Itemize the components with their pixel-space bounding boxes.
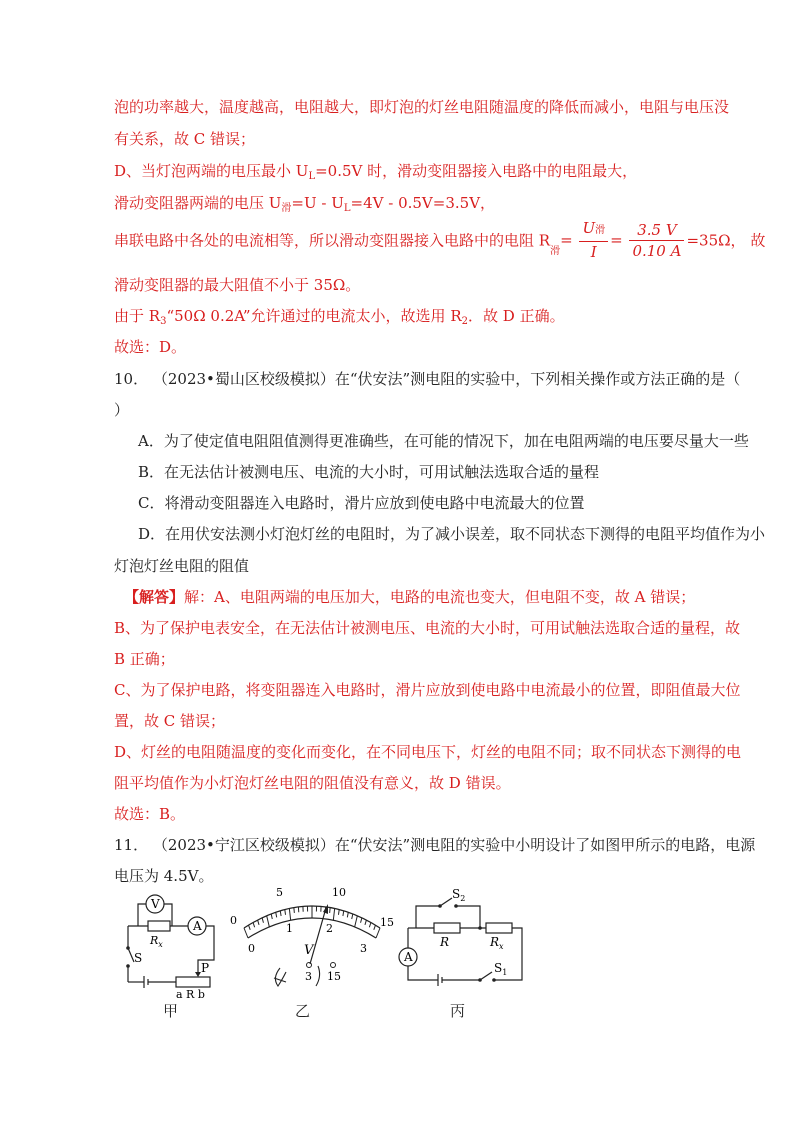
dial-tick [369, 923, 371, 928]
s1-main: S [494, 961, 503, 975]
s2-main: S [452, 888, 461, 901]
dial-tick [333, 908, 334, 920]
lower-tick-1: 1 [286, 922, 293, 935]
rheostat-ends-label: a R b [176, 988, 205, 998]
switch-label: S [134, 951, 143, 965]
fraction-u-over-i [579, 218, 608, 262]
answer10-line2: B、为了保护电表安全，在无法估计被测电压、电流的大小时，可用试触法选取合适的量程，故 [114, 619, 741, 637]
dial-tick [374, 925, 376, 930]
figure-bing-circuit [394, 888, 534, 998]
dial-tick [253, 923, 255, 928]
rx-sub: x [158, 940, 163, 949]
dial-tick [258, 920, 259, 925]
answer9-line5 [114, 218, 765, 262]
resistor-rx-icon [148, 921, 170, 931]
dial-tick [347, 912, 348, 917]
dial-tick [280, 911, 281, 916]
answer10-line1 [124, 586, 695, 607]
answer10-line6: D、灯丝的电阻随温度的变化而变化，在不同电压下，灯丝的电阻不同；取不同状态下测得的电 [114, 743, 742, 761]
text: D、当灯泡两端的电压最小 U [114, 162, 309, 180]
answer9-line3 [114, 160, 637, 182]
upper-tick-5: 5 [276, 886, 283, 899]
voltmeter-label: V [151, 897, 160, 911]
text: =4V - 0.5V=3.5V， [350, 194, 496, 212]
answer10-line7: 阻平均值作为小灯泡灯丝电阻的阻值没有意义，故 D 错误。 [114, 774, 511, 792]
text: =0.5V 时，滑动变阻器接入电路中的电阻最大， [315, 162, 638, 180]
rx-sub: x [499, 942, 504, 951]
question10-stem-end: ） [114, 401, 130, 419]
question11-stem: 11． （2023•宁江区校级模拟）在“伏安法”测电阻的实验中小明设计了如图甲所示的电路，电源 [114, 836, 756, 854]
binding-post-icon [274, 968, 286, 986]
s2-sub: 2 [460, 894, 466, 903]
answer10-line4: C、为了保护电路，将变阻器连入电路时，滑片应放到使电路中电流最小的位置，即阻值最大位 [114, 681, 741, 699]
dial-tick [361, 918, 362, 923]
question10-option-b: B．在无法估计被测电压、电流的大小时，可用试触法选取合适的量程 [138, 463, 600, 481]
subscript: 3 [160, 316, 167, 327]
resistor-rx-icon [486, 923, 512, 933]
answer10-line8: 故选：B。 [114, 805, 186, 823]
rx-label [489, 935, 504, 951]
upper-tick-0: 0 [230, 914, 237, 927]
rx-main: R [150, 934, 159, 947]
rheostat-icon [176, 977, 210, 987]
dial-tick [355, 916, 358, 927]
numerator-sub: 滑 [595, 225, 606, 236]
ammeter-label: A [404, 950, 413, 964]
answer9-line7 [114, 305, 565, 327]
text: =35Ω， 故 [686, 231, 766, 250]
subscript: 滑 [281, 203, 292, 214]
lower-tick-2: 2 [326, 922, 333, 935]
question10-option-a: A．为了使定值电阻阻值测得更准确些，在可能的情况下，加在电阻两端的电压要尽量大一些 [138, 432, 749, 450]
subscript: L [308, 171, 316, 182]
rx-label [149, 934, 163, 949]
lower-tick-0: 0 [248, 942, 255, 955]
answer9-line4 [114, 192, 495, 214]
upper-tick-10: 10 [332, 886, 346, 899]
question11-stem-cont: 电压为 4.5V。 [114, 867, 214, 885]
ammeter-label: A [193, 919, 202, 933]
dial-tick [365, 920, 366, 925]
text: “50Ω 0.2A”允许通过的电流太小，故选用 R [166, 307, 462, 325]
dial-tick [376, 928, 380, 938]
lower-tick-3: 3 [360, 942, 367, 955]
terminal-3: 3 [305, 970, 312, 983]
subscript: L [343, 203, 351, 214]
answer9-line6: 滑动变阻器的最大阻值不小于 35Ω。 [114, 276, 361, 294]
dial-tick [267, 916, 270, 927]
dial-tick [276, 912, 277, 917]
text: =U - U [291, 194, 344, 212]
dial-tick [338, 910, 339, 915]
text: 解：A、电阻两端的电压加大，电路的电流也变大，但电阻不变，故 A 错误； [184, 588, 696, 606]
figure-yi-voltmeter-dial [222, 880, 402, 992]
figure-jia-circuit [118, 888, 228, 998]
question10-option-d: D．在用伏安法测小灯泡灯丝的电阻时，为了减小误差，取不同状态下测得的电阻平均值作为小 [138, 525, 766, 543]
dial-tick [271, 914, 272, 919]
dial-tick [262, 918, 263, 923]
switch-s1-label [494, 961, 507, 977]
text: 由于 R [114, 307, 161, 325]
denominator: 0.10 A [632, 241, 682, 260]
text: 串联电路中各处的电流相等，所以滑动变阻器接入电路中的电阻 R [114, 231, 551, 250]
question10-option-d-cont: 灯泡灯丝电阻的阻值 [114, 557, 250, 575]
dial-tick [244, 928, 248, 938]
fraction-values [629, 220, 684, 261]
s1-sub: 1 [502, 968, 508, 977]
figure-bing-caption: 丙 [450, 1002, 466, 1020]
resistor-r-icon [434, 923, 460, 933]
answer10-line5: 置，故 C 错误； [114, 712, 226, 730]
dial-tick [352, 914, 353, 919]
slider-label: P [201, 961, 210, 975]
dial-tick [289, 908, 290, 920]
equals: = [560, 231, 573, 249]
figure-yi-caption: 乙 [295, 1002, 311, 1020]
subscript: 2 [461, 316, 468, 327]
unit-label: V [304, 943, 314, 958]
rx-main: R [490, 935, 500, 949]
dial-tick [343, 911, 344, 916]
denominator: I [590, 243, 597, 261]
figure-jia-caption: 甲 [163, 1002, 179, 1020]
answer-tag: 【解答】 [124, 588, 185, 606]
answer9-line2: 有关系，故 C 错误； [114, 130, 256, 148]
wire-icon [316, 966, 320, 986]
dial-tick [249, 925, 251, 930]
text: ．故 D 正确。 [468, 307, 565, 325]
answer10-line3: B 正确； [114, 650, 175, 668]
question10-option-c: C．将滑动变阻器连入电路时，滑片应放到使电路中电流最大的位置 [138, 494, 585, 512]
text: 滑动变阻器两端的电压 U [114, 194, 282, 212]
numerator: U [582, 219, 596, 237]
answer9-line8: 故选：D。 [114, 338, 187, 356]
switch-s2-label [452, 888, 465, 903]
answer9-line1: 泡的功率越大，温度越高，电阻越大，即灯泡的灯丝电阻随温度的降低而减小，电阻与电压没 [114, 98, 730, 116]
dial-tick [285, 910, 286, 915]
equals: = [610, 231, 623, 249]
r-label: R [440, 935, 450, 949]
numerator: 3.5 V [629, 220, 684, 241]
upper-tick-15: 15 [380, 916, 394, 929]
subscript: 滑 [550, 246, 561, 257]
question10-stem: 10． （2023•蜀山区校级模拟）在“伏安法”测电阻的实验中，下列相关操作或方法正确的是（ [114, 370, 741, 388]
terminal-15: 15 [327, 970, 341, 983]
